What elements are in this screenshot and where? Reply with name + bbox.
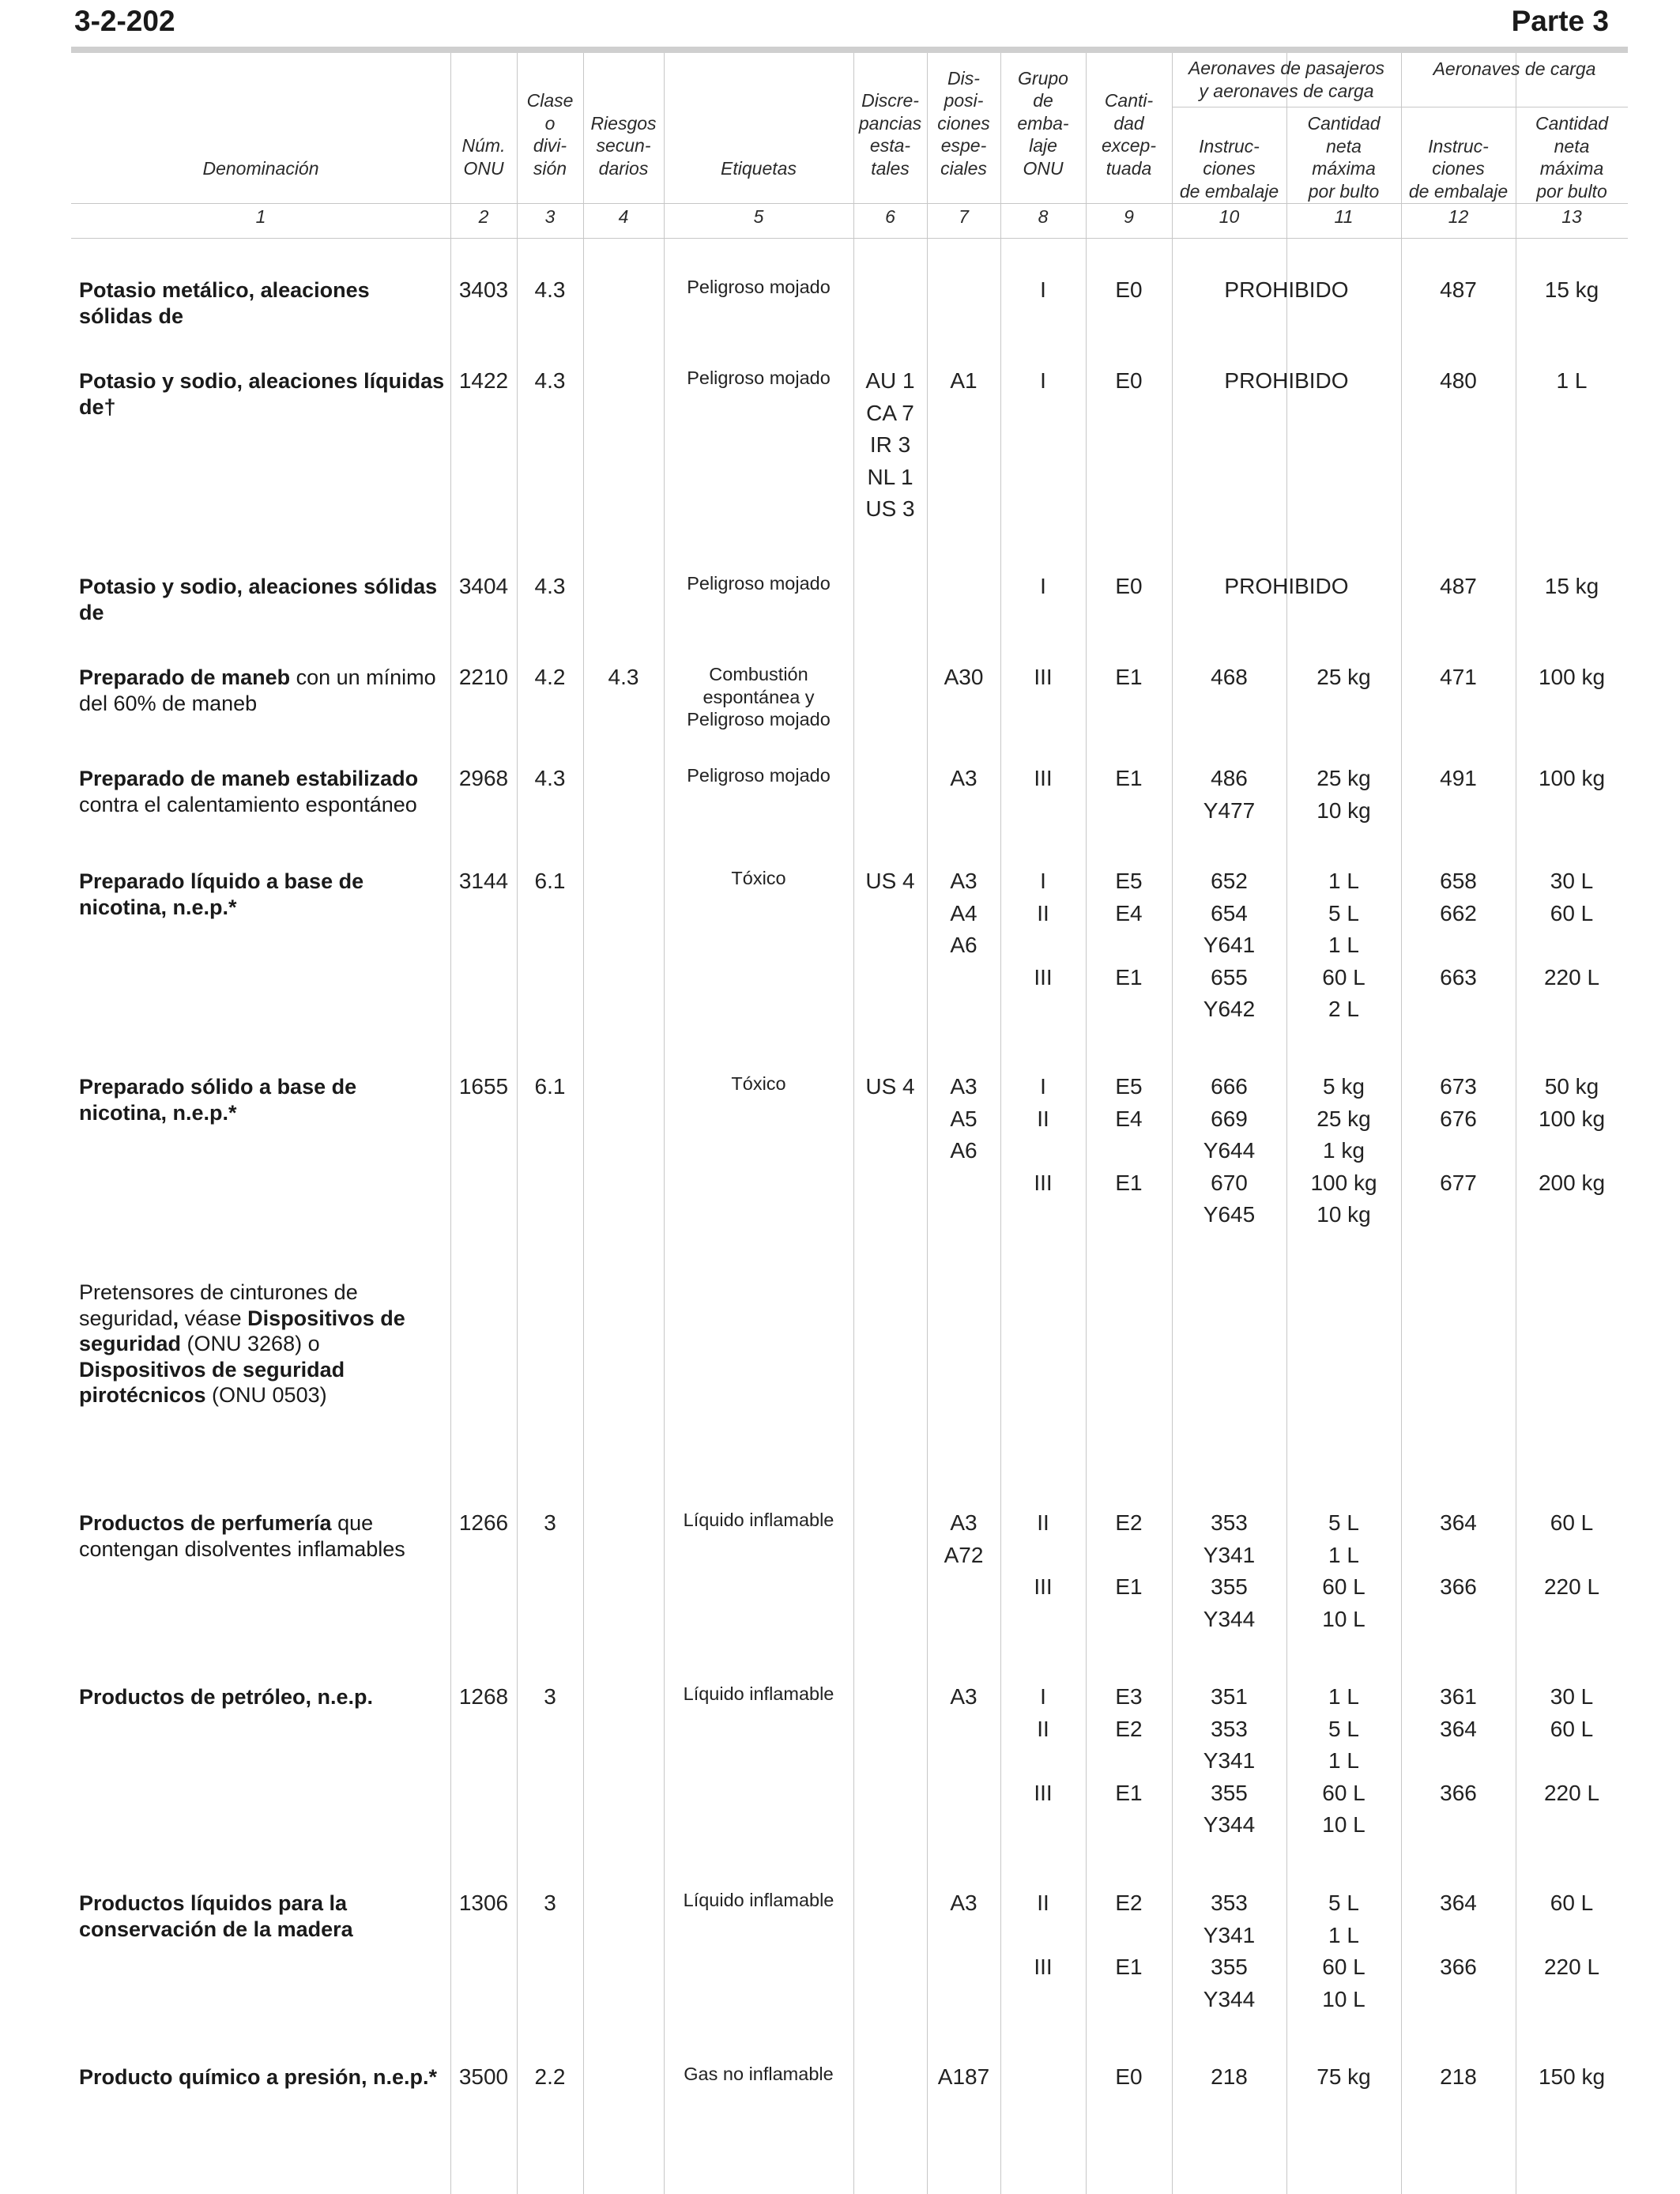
row-clase: 4.3 — [534, 277, 566, 302]
header-discrepancias — [853, 89, 927, 179]
header-instrucciones-cao-line: de embalaje — [1408, 180, 1509, 202]
row-num-onu: 3403 — [458, 277, 509, 302]
header-cantidad-neta-cao-line: Cantidad — [1535, 113, 1609, 134]
header-cantidad-neta-cao — [1516, 112, 1628, 202]
row-cantidad-neta-cao: 150 kg — [1538, 2064, 1606, 2089]
row-discrepancias: US 4 — [865, 869, 915, 893]
denominacion-part: (ONU 3268) o — [181, 1332, 320, 1355]
row-etiquetas — [664, 367, 853, 390]
part-title: Parte 3 — [1511, 5, 1609, 37]
row-disposiciones-especiales: A187 — [937, 2064, 990, 2089]
row-denominacion — [79, 1510, 449, 1562]
header-riesgos-line: Riesgos — [590, 112, 657, 134]
row-cantidad-neta-cao: 30 L 60 L 220 L — [1543, 1684, 1600, 1805]
column-number-3: 3 — [544, 206, 556, 227]
header-riesgos-line: secun- — [596, 135, 651, 156]
denominacion-part: Potasio y sodio, aleaciones líquidas de† — [79, 369, 445, 419]
header-disposiciones-line: espe- — [940, 135, 987, 156]
row-cantidad-neta-cao: 100 kg — [1538, 665, 1606, 689]
denominacion-part: Preparado líquido a base de nicotina, n.e.p.* — [79, 869, 364, 919]
denominacion-part: Producto químico a presión, n.e.p.* — [79, 2065, 438, 2089]
header-discrepancias-line: Discre- — [861, 90, 919, 111]
row-grupo-embalaje: I — [1040, 368, 1046, 393]
denominacion-part: , — [172, 1306, 179, 1330]
dangerous-goods-table — [71, 53, 1628, 2194]
row-etiquetas — [664, 1072, 853, 1095]
row-clase: 3 — [544, 1684, 556, 1709]
denominacion-part: Potasio metálico, aleaciones sólidas de — [79, 278, 370, 328]
header-instrucciones-cao-line: Instruc- — [1428, 135, 1489, 156]
row-denominacion — [79, 1074, 449, 1125]
column-number-10: 10 — [1219, 206, 1240, 227]
row-denominacion — [79, 869, 449, 920]
row-instrucciones-pax: 468 — [1211, 665, 1248, 689]
etiqueta-line: Peligroso mojado — [687, 573, 831, 594]
row-clase: 4.3 — [534, 368, 566, 393]
column-number-4: 4 — [618, 206, 629, 227]
header-cantidad-neta-cao-line: máxima — [1539, 158, 1604, 179]
header-denominacion-line: Denominación — [202, 157, 319, 179]
denominacion-part: Pretensores de cinturones de seguridad — [79, 1280, 358, 1330]
row-instrucciones-cao: 361 364 366 — [1440, 1684, 1477, 1805]
column-number-8: 8 — [1038, 206, 1049, 227]
row-etiquetas — [664, 867, 853, 890]
header-cantidad-exceptuada-line: dad — [1113, 112, 1144, 134]
denominacion-part: Productos de petróleo, n.e.p. — [79, 1685, 374, 1709]
header-discrepancias-line: tales — [871, 157, 910, 179]
row-cantidad-exceptuada: E1 — [1115, 665, 1143, 689]
header-grupo-embalaje-line: Grupo — [1018, 67, 1068, 89]
etiqueta-line: Líquido inflamable — [683, 1510, 834, 1530]
row-disposiciones-especiales: A3 A5 A6 — [950, 1074, 977, 1163]
row-cantidad-neta-cao: 50 kg 100 kg 200 kg — [1538, 1074, 1606, 1195]
row-grupo-embalaje: I II III — [1034, 1684, 1053, 1805]
column-number-6: 6 — [885, 206, 895, 227]
header-bottom-rule — [71, 203, 1628, 204]
row-cantidad-neta-cao: 15 kg — [1544, 574, 1599, 598]
row-clase: 4.2 — [534, 665, 566, 689]
denominacion-part: Dispositivos de seguridad — [79, 1306, 405, 1355]
header-grupo-embalaje-line: de — [1033, 90, 1053, 111]
header-clase-line: divi- — [533, 135, 567, 156]
row-denominacion — [79, 368, 449, 420]
header-instrucciones-pax-line: Instruc- — [1199, 135, 1260, 156]
row-cantidad-exceptuada: E2 E1 — [1115, 1510, 1143, 1599]
row-etiquetas — [664, 276, 853, 299]
etiqueta-line: Peligroso mojado — [687, 709, 831, 729]
row-cantidad-neta-pax: 75 kg — [1317, 2064, 1371, 2089]
row-cantidad-neta-pax: 5 L 1 L 60 L 10 L — [1322, 1510, 1365, 1631]
header-group-pasajeros — [1172, 57, 1401, 102]
header-disposiciones-line: ciales — [940, 157, 987, 179]
row-prohibido: PROHIBIDO — [1224, 277, 1349, 302]
row-grupo-embalaje: II III — [1034, 1510, 1053, 1599]
etiqueta-line: Líquido inflamable — [683, 1683, 834, 1704]
row-cantidad-exceptuada: E5 E4 E1 — [1115, 1074, 1143, 1195]
row-clase: 6.1 — [534, 1074, 566, 1099]
column-number-12: 12 — [1448, 206, 1469, 227]
etiqueta-line: Gas no inflamable — [684, 2064, 834, 2084]
column-number-rule — [71, 238, 1628, 239]
header-cantidad-exceptuada — [1086, 89, 1172, 179]
row-num-onu: 3500 — [458, 2064, 509, 2089]
etiqueta-line: Peligroso mojado — [687, 368, 831, 388]
header-instrucciones-pax — [1172, 135, 1286, 203]
row-instrucciones-pax: 666 669 Y644 670 Y645 — [1203, 1074, 1256, 1227]
column-number-1: 1 — [255, 206, 266, 227]
row-cantidad-neta-pax: 1 L 5 L 1 L 60 L 2 L — [1322, 869, 1365, 1021]
row-instrucciones-cao: 480 — [1440, 368, 1477, 393]
row-cantidad-exceptuada: E0 — [1115, 2064, 1143, 2089]
header-cantidad-neta-pax-line: por bulto — [1308, 180, 1380, 202]
row-prohibido: PROHIBIDO — [1224, 574, 1349, 598]
header-etiquetas-line: Etiquetas — [721, 157, 797, 179]
row-num-onu: 2210 — [458, 665, 509, 689]
denominacion-part: que contengan disolventes inflamables — [79, 1511, 405, 1561]
row-instrucciones-cao: 364 366 — [1440, 1891, 1477, 1979]
row-instrucciones-cao: 364 366 — [1440, 1510, 1477, 1599]
row-num-onu: 1268 — [458, 1684, 509, 1709]
header-rule — [71, 47, 1628, 53]
header-group-pasajeros-line: Aeronaves de pasajeros — [1188, 58, 1385, 78]
row-etiquetas — [664, 1509, 853, 1532]
row-instrucciones-cao: 487 — [1440, 574, 1477, 598]
header-etiquetas — [664, 157, 853, 180]
row-num-onu: 1655 — [458, 1074, 509, 1099]
header-cantidad-neta-pax — [1286, 112, 1401, 202]
header-clase — [517, 89, 583, 179]
row-num-onu: 3404 — [458, 574, 509, 598]
header-group-carga — [1401, 58, 1628, 81]
header-num-onu-line: ONU — [463, 157, 504, 179]
row-etiquetas — [664, 663, 853, 731]
row-instrucciones-pax: 353 Y341 355 Y344 — [1203, 1510, 1256, 1631]
row-grupo-embalaje: III — [1034, 665, 1053, 689]
denominacion-part: Dispositivos de seguridad pirotécnicos — [79, 1357, 345, 1407]
row-cantidad-exceptuada: E0 — [1115, 368, 1143, 393]
header-instrucciones-pax-line: de embalaje — [1179, 180, 1279, 202]
row-clase: 4.3 — [534, 574, 566, 598]
header-clase-line: sión — [533, 157, 567, 179]
row-disposiciones-especiales: A3 — [950, 1684, 977, 1709]
row-riesgos-secundarios: 4.3 — [608, 665, 639, 689]
etiqueta-line: Peligroso mojado — [687, 277, 831, 297]
denominacion-part: Potasio y sodio, aleaciones sólidas de — [79, 575, 438, 624]
row-discrepancias: US 4 — [865, 1074, 915, 1099]
row-cantidad-neta-cao: 60 L 220 L — [1543, 1510, 1600, 1599]
header-cantidad-exceptuada-line: excep- — [1101, 135, 1157, 156]
row-cantidad-neta-cao: 1 L — [1556, 368, 1588, 393]
etiqueta-line: Líquido inflamable — [683, 1890, 834, 1910]
column-number-2: 2 — [478, 206, 489, 227]
row-clase: 6.1 — [534, 869, 566, 893]
row-grupo-embalaje: I II III — [1034, 869, 1053, 990]
column-divider — [583, 53, 584, 2194]
row-cantidad-neta-cao: 60 L 220 L — [1543, 1891, 1600, 1979]
header-discrepancias-line: pancias — [858, 112, 922, 134]
row-prohibido: PROHIBIDO — [1224, 368, 1349, 393]
header-cantidad-exceptuada-line: tuada — [1106, 157, 1152, 179]
denominacion-part: (ONU 0503) — [205, 1383, 327, 1407]
header-grupo-embalaje-line: emba- — [1017, 112, 1069, 134]
column-number-9: 9 — [1124, 206, 1134, 227]
header-discrepancias-line: esta- — [869, 135, 911, 156]
row-denominacion — [79, 1891, 449, 1942]
row-cantidad-neta-pax: 25 kg 10 kg — [1317, 766, 1371, 823]
header-cantidad-neta-cao-line: por bulto — [1536, 180, 1607, 202]
row-clase: 3 — [544, 1510, 556, 1535]
row-etiquetas — [664, 2063, 853, 2086]
row-denominacion — [79, 2064, 449, 2090]
header-disposiciones-line: ciones — [937, 112, 990, 134]
header-cantidad-neta-pax-line: neta — [1326, 135, 1362, 156]
header-cantidad-neta-pax-line: Cantidad — [1307, 113, 1381, 134]
denominacion-part: Preparado de maneb estabilizado — [79, 767, 419, 790]
header-num-onu — [450, 134, 517, 179]
page-number: 3-2-202 — [74, 5, 175, 37]
row-num-onu: 3144 — [458, 869, 509, 893]
row-cantidad-neta-pax: 25 kg — [1317, 665, 1371, 689]
header-disposiciones — [927, 67, 1000, 180]
row-denominacion — [79, 766, 449, 817]
column-number-5: 5 — [753, 206, 764, 227]
row-instrucciones-cao: 658 662 663 — [1440, 869, 1477, 990]
row-cantidad-exceptuada: E3 E2 E1 — [1115, 1684, 1143, 1805]
row-cantidad-neta-pax: 5 kg 25 kg 1 kg 100 kg 10 kg — [1310, 1074, 1377, 1227]
row-denominacion — [79, 665, 449, 716]
row-cantidad-neta-pax: 5 L 1 L 60 L 10 L — [1322, 1891, 1365, 2011]
row-instrucciones-cao: 471 — [1440, 665, 1477, 689]
row-grupo-embalaje: I II III — [1034, 1074, 1053, 1195]
row-disposiciones-especiales: A3 A4 A6 — [950, 869, 977, 957]
header-cantidad-neta-pax-line: máxima — [1312, 158, 1376, 179]
header-instrucciones-cao — [1401, 135, 1516, 203]
row-denominacion — [79, 1684, 449, 1710]
row-instrucciones-cao: 218 — [1440, 2064, 1477, 2089]
row-cantidad-neta-pax: 1 L 5 L 1 L 60 L 10 L — [1322, 1684, 1365, 1837]
header-denominacion — [71, 157, 450, 180]
denominacion-part: Productos de perfumería — [79, 1511, 332, 1535]
etiqueta-line: espontánea y — [703, 686, 815, 707]
denominacion-part: Preparado de maneb — [79, 665, 291, 689]
row-cantidad-exceptuada: E0 — [1115, 277, 1143, 302]
row-cantidad-exceptuada: E2 E1 — [1115, 1891, 1143, 1979]
header-grupo-embalaje-line: ONU — [1023, 157, 1064, 179]
row-instrucciones-cao: 491 — [1440, 766, 1477, 790]
column-number-13: 13 — [1561, 206, 1582, 227]
header-group-pasajeros-line: y aeronaves de carga — [1199, 80, 1374, 101]
column-number-7: 7 — [959, 206, 969, 227]
header-disposiciones-line: posi- — [944, 90, 984, 111]
row-cantidad-exceptuada: E5 E4 E1 — [1115, 869, 1143, 990]
denominacion-part: véase — [179, 1306, 248, 1330]
header-grupo-embalaje — [1000, 67, 1086, 180]
row-grupo-embalaje: II III — [1034, 1891, 1053, 1979]
row-cantidad-neta-cao: 15 kg — [1544, 277, 1599, 302]
row-grupo-embalaje: I — [1040, 574, 1046, 598]
row-denominacion — [79, 277, 449, 329]
row-disposiciones-especiales: A1 — [950, 368, 977, 393]
row-cantidad-exceptuada: E1 — [1115, 766, 1143, 790]
row-denominacion — [79, 1280, 449, 1408]
row-instrucciones-cao: 673 676 677 — [1440, 1074, 1477, 1195]
row-disposiciones-especiales: A3 — [950, 766, 977, 790]
row-num-onu: 1422 — [458, 368, 509, 393]
header-clase-line: Clase — [526, 90, 574, 111]
header-instrucciones-pax-line: ciones — [1203, 158, 1256, 179]
row-denominacion — [79, 574, 449, 625]
row-instrucciones-pax: 486 Y477 — [1203, 766, 1256, 823]
row-etiquetas — [664, 1683, 853, 1706]
row-instrucciones-pax: 218 — [1211, 2064, 1248, 2089]
denominacion-part: Preparado sólido a base de nicotina, n.e.p.* — [79, 1075, 357, 1125]
row-num-onu: 1306 — [458, 1891, 509, 1915]
row-num-onu: 1266 — [458, 1510, 509, 1535]
row-cantidad-neta-cao: 100 kg — [1538, 766, 1606, 790]
header-cantidad-exceptuada-line: Canti- — [1104, 90, 1154, 111]
row-etiquetas — [664, 572, 853, 595]
row-etiquetas — [664, 1889, 853, 1912]
row-cantidad-exceptuada: E0 — [1115, 574, 1143, 598]
etiqueta-line: Combustión — [709, 664, 808, 684]
header-cantidad-neta-cao-line: neta — [1554, 135, 1590, 156]
row-grupo-embalaje: III — [1034, 766, 1053, 790]
row-disposiciones-especiales: A3 A72 — [944, 1510, 984, 1567]
etiqueta-line: Tóxico — [731, 1073, 786, 1094]
header-riesgos — [583, 112, 664, 180]
etiqueta-line: Peligroso mojado — [687, 765, 831, 786]
row-clase: 2.2 — [534, 2064, 566, 2089]
etiqueta-line: Tóxico — [731, 868, 786, 888]
header-group-carga-line: Aeronaves de carga — [1433, 58, 1596, 79]
row-cantidad-neta-cao: 30 L 60 L 220 L — [1543, 869, 1600, 990]
column-number-11: 11 — [1334, 206, 1354, 227]
row-etiquetas — [664, 764, 853, 787]
header-riesgos-line: darios — [598, 157, 649, 179]
row-instrucciones-cao: 487 — [1440, 277, 1477, 302]
header-clase-line: o — [544, 112, 556, 134]
row-clase: 4.3 — [534, 766, 566, 790]
row-clase: 3 — [544, 1891, 556, 1915]
header-disposiciones-line: Dis- — [947, 67, 980, 89]
row-grupo-embalaje: I — [1040, 277, 1046, 302]
row-instrucciones-pax: 652 654 Y641 655 Y642 — [1203, 869, 1256, 1021]
row-instrucciones-pax: 351 353 Y341 355 Y344 — [1203, 1684, 1256, 1837]
row-disposiciones-especiales: A3 — [950, 1891, 977, 1915]
row-disposiciones-especiales: A30 — [944, 665, 984, 689]
denominacion-part: contra el calentamiento espontáneo — [79, 792, 417, 816]
header-grupo-embalaje-line: laje — [1029, 135, 1057, 156]
denominacion-part: Productos líquidos para la conservación de la madera — [79, 1891, 353, 1941]
header-instrucciones-cao-line: ciones — [1432, 158, 1485, 179]
row-instrucciones-pax: 353 Y341 355 Y344 — [1203, 1891, 1256, 2011]
denominacion-part: con un mínimo del 60% de maneb — [79, 665, 436, 715]
row-discrepancias: AU 1 CA 7 IR 3 NL 1 US 3 — [865, 368, 915, 521]
row-num-onu: 2968 — [458, 766, 509, 790]
header-num-onu-line: Núm. — [461, 135, 506, 156]
